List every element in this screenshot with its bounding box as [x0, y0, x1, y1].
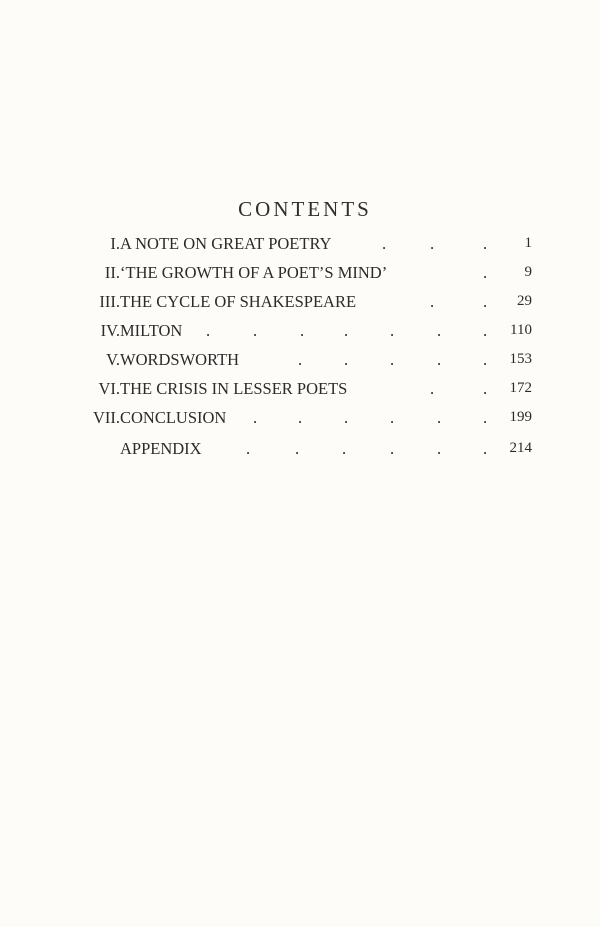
toc-entry-appendix [60, 434, 540, 463]
chapter-number: IV. [100, 321, 120, 340]
page-number: 9 [524, 264, 532, 280]
page-number: 153 [509, 351, 532, 367]
dot-leader: . . . . . [298, 350, 488, 369]
chapter-title: CONCLUSION [120, 408, 227, 427]
dot-leader: . . [430, 292, 488, 311]
page-number: 214 [509, 440, 532, 456]
chapter-title: ‘THE GROWTH OF A POET’S MIND’ [120, 263, 388, 282]
chapter-number: VI. [98, 379, 120, 398]
chapter-title: APPENDIX [120, 439, 202, 458]
dot-leader: . . . . . . [253, 408, 488, 427]
chapter-number: I. [110, 234, 120, 253]
toc-entry-7 [60, 403, 540, 432]
toc-entry-4 [60, 316, 540, 345]
toc-entry-6 [60, 374, 540, 403]
contents-heading: CONTENTS [238, 197, 372, 221]
chapter-number: VII. [92, 408, 120, 427]
chapter-title: WORDSWORTH [120, 350, 240, 369]
toc-entry-5 [60, 345, 540, 374]
page-number: 199 [509, 409, 532, 425]
chapter-number: II. [104, 263, 120, 282]
toc-entry-3 [60, 287, 540, 316]
chapter-title: THE CRISIS IN LESSER POETS [120, 379, 348, 398]
page-number: 172 [509, 380, 532, 396]
dot-leader: . . . [382, 234, 488, 253]
table-of-contents [60, 229, 540, 463]
chapter-number: V. [106, 350, 120, 369]
dot-leader: . . . . . . [246, 439, 488, 458]
chapter-title: A NOTE ON GREAT POETRY [120, 234, 332, 253]
dot-leader: . . . . . . . [206, 321, 488, 340]
chapter-title: THE CYCLE OF SHAKESPEARE [120, 292, 357, 311]
page-number: 110 [510, 322, 532, 338]
dot-leader: . [483, 263, 488, 282]
toc-entry-1 [60, 229, 540, 258]
page-number: 29 [517, 293, 532, 309]
dot-leader: . . [430, 379, 488, 398]
chapter-title: MILTON [120, 321, 183, 340]
page-number: 1 [524, 235, 532, 251]
chapter-number: III. [99, 292, 120, 311]
toc-entry-2 [60, 258, 540, 287]
